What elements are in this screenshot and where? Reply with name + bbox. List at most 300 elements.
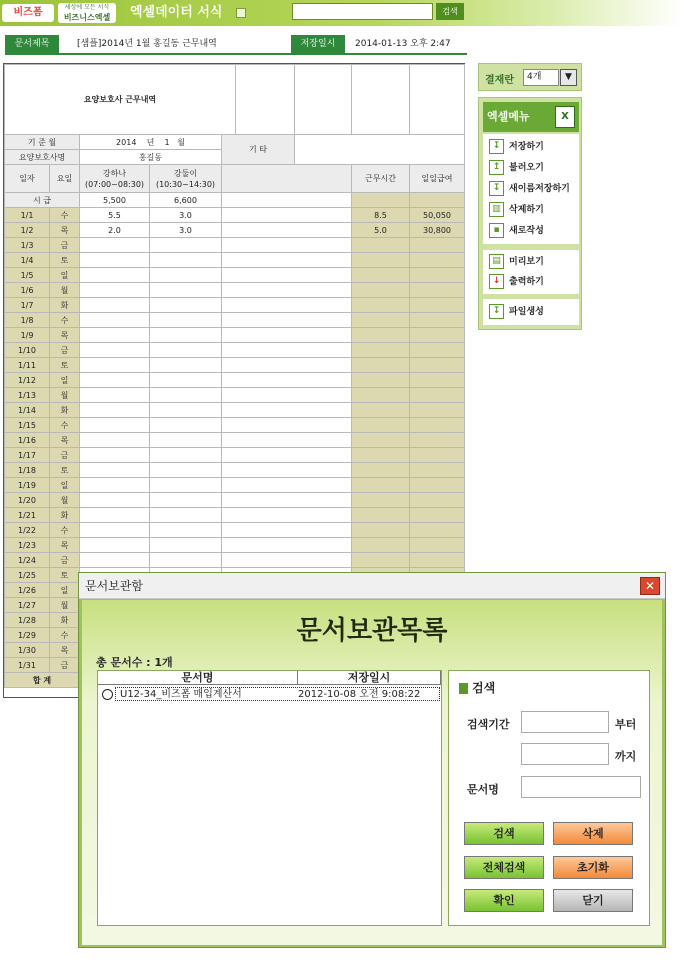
client2-hours-cell[interactable] <box>150 253 222 268</box>
day-cell: 1/26 <box>5 583 50 598</box>
client1-hours-cell[interactable] <box>80 523 150 538</box>
pay-cell: 30,800 <box>410 223 465 238</box>
search-bullet-icon <box>459 683 468 694</box>
menu-save-as-label: 새이름저장하기 <box>509 184 570 194</box>
hourly-rate-pay <box>410 193 465 208</box>
client2-hours-cell[interactable] <box>150 448 222 463</box>
weekday-cell: 수 <box>50 208 80 223</box>
client1-hours-cell[interactable] <box>80 403 150 418</box>
empty-cell[interactable] <box>222 508 352 523</box>
business-excel-logo[interactable] <box>58 3 116 23</box>
pay-cell <box>410 448 465 463</box>
day-cell: 1/20 <box>5 493 50 508</box>
empty-cell[interactable] <box>222 268 352 283</box>
empty-cell[interactable] <box>222 343 352 358</box>
client1-hours-cell[interactable] <box>80 508 150 523</box>
approval-cell[interactable] <box>410 65 465 135</box>
weekday-cell: 일 <box>50 373 80 388</box>
day-cell: 1/30 <box>5 643 50 658</box>
pay-cell <box>410 253 465 268</box>
hourly-rate-client2[interactable]: 6,600 <box>150 193 222 208</box>
hours-cell <box>352 343 410 358</box>
table-row <box>5 313 465 328</box>
document-list[interactable] <box>97 670 442 926</box>
client1-time: (07:00~08:30) <box>84 179 145 189</box>
table-row <box>5 253 465 268</box>
col-pay-header: 일일급여 <box>410 165 465 193</box>
saved-at-value: 2014-01-13 오후 2:47 <box>355 39 451 49</box>
client2-hours-cell[interactable] <box>150 358 222 373</box>
pay-cell <box>410 478 465 493</box>
day-cell: 1/5 <box>5 268 50 283</box>
hours-cell <box>352 238 410 253</box>
pay-cell <box>410 358 465 373</box>
day-cell: 1/21 <box>5 508 50 523</box>
pay-cell <box>410 298 465 313</box>
search-panel-title: 검색 <box>472 681 496 695</box>
ok-button[interactable]: 확인 <box>464 889 544 912</box>
logo-text: 비즈니스엑셀 <box>63 13 111 22</box>
app-title: 엑셀데이터 서식 <box>130 5 223 20</box>
weekday-cell: 화 <box>50 403 80 418</box>
empty-cell[interactable] <box>222 358 352 373</box>
excel-icon: X <box>555 106 575 128</box>
weekday-cell: 일 <box>50 268 80 283</box>
weekday-cell: 월 <box>50 388 80 403</box>
pay-cell <box>410 403 465 418</box>
client2-hours-cell[interactable] <box>150 238 222 253</box>
doc-name-input[interactable] <box>521 776 641 798</box>
preview-icon: ▤ <box>489 254 504 269</box>
bizforms-logo[interactable]: 비즈폼 <box>2 4 54 22</box>
approval-panel <box>478 63 582 91</box>
day-cell: 1/13 <box>5 388 50 403</box>
pay-cell: 50,050 <box>410 208 465 223</box>
menu-create-file[interactable] <box>489 303 544 321</box>
save-icon: ↧ <box>489 139 504 154</box>
hours-cell: 8.5 <box>352 208 410 223</box>
table-row <box>5 208 465 223</box>
empty-cell[interactable] <box>222 553 352 568</box>
empty-cell[interactable] <box>222 463 352 478</box>
day-cell: 1/1 <box>5 208 50 223</box>
day-cell: 1/15 <box>5 418 50 433</box>
weekday-cell: 목 <box>50 223 80 238</box>
client2-hours-cell[interactable] <box>150 553 222 568</box>
client1-hours-cell[interactable] <box>80 433 150 448</box>
client2-hours-cell[interactable] <box>150 523 222 538</box>
empty-header <box>222 165 352 193</box>
empty-cell[interactable] <box>222 208 352 223</box>
doc-name-label: 문서명 <box>467 783 499 796</box>
hours-cell <box>352 253 410 268</box>
table-row <box>5 343 465 358</box>
approval-select[interactable]: 4개 <box>523 69 559 86</box>
table-row <box>5 238 465 253</box>
approval-label: 결재란 <box>485 75 514 86</box>
pay-cell <box>410 433 465 448</box>
empty-cell[interactable] <box>222 448 352 463</box>
table-row <box>5 493 465 508</box>
hours-cell <box>352 358 410 373</box>
basis-month: 1 <box>164 137 170 147</box>
menu-open[interactable] <box>489 159 544 177</box>
weekday-cell: 금 <box>50 238 80 253</box>
weekday-cell: 금 <box>50 658 80 673</box>
hours-cell <box>352 268 410 283</box>
client2-hours-cell[interactable] <box>150 283 222 298</box>
menu-create-file-label: 파일생성 <box>509 307 544 317</box>
hours-cell <box>352 433 410 448</box>
client2-hours-cell[interactable] <box>150 268 222 283</box>
client2-hours-cell[interactable] <box>150 463 222 478</box>
period-from-input[interactable] <box>521 711 609 733</box>
table-row <box>5 538 465 553</box>
table-row <box>5 508 465 523</box>
empty-cell[interactable] <box>222 253 352 268</box>
menu-group-export <box>483 299 579 325</box>
list-item-date: 2012-10-08 오전 9:08:22 <box>298 689 421 700</box>
from-suffix: 부터 <box>615 718 637 731</box>
pay-cell <box>410 313 465 328</box>
empty-cell[interactable] <box>222 238 352 253</box>
table-row <box>5 328 465 343</box>
weekday-cell: 토 <box>50 253 80 268</box>
period-label: 검색기간 <box>467 718 510 731</box>
search-panel <box>448 670 650 926</box>
client1-hours-cell[interactable] <box>80 238 150 253</box>
table-row <box>5 373 465 388</box>
document-archive-dialog <box>78 572 666 948</box>
table-row <box>5 553 465 568</box>
client1-hours-cell[interactable] <box>80 373 150 388</box>
hours-cell <box>352 553 410 568</box>
menu-open-label: 불러오기 <box>509 163 544 173</box>
hours-cell <box>352 418 410 433</box>
list-col-date[interactable]: 저장일시 <box>298 671 441 685</box>
save-as-icon: ↧ <box>489 181 504 196</box>
doc-title-value: [샘플]2014년 1월 홍길동 근무내역 <box>77 39 217 49</box>
empty-cell[interactable] <box>222 313 352 328</box>
client2-hours-cell[interactable] <box>150 493 222 508</box>
close-button[interactable]: 닫기 <box>553 889 633 912</box>
empty-cell[interactable] <box>222 493 352 508</box>
client2-hours-cell[interactable] <box>150 538 222 553</box>
client1-hours-cell[interactable] <box>80 388 150 403</box>
client2-hours-cell[interactable] <box>150 298 222 313</box>
table-row <box>5 223 465 238</box>
empty-cell[interactable] <box>222 403 352 418</box>
to-suffix: 까지 <box>615 750 637 763</box>
excel-menu-header <box>483 102 579 132</box>
hours-cell <box>352 298 410 313</box>
client1-hours-cell[interactable] <box>80 478 150 493</box>
client1-hours-cell[interactable] <box>80 268 150 283</box>
dialog-heading: 문서보관목록 <box>296 616 448 646</box>
client2-hours-cell[interactable] <box>150 403 222 418</box>
empty-cell[interactable] <box>222 418 352 433</box>
table-row <box>5 523 465 538</box>
reset-button[interactable]: 초기화 <box>553 856 633 879</box>
weekday-cell: 금 <box>50 343 80 358</box>
list-item[interactable] <box>115 687 440 701</box>
sheet-title: 요양보호사 근무내역 <box>5 65 236 135</box>
trash-icon: ▥ <box>489 202 504 217</box>
client2-hours-cell[interactable] <box>150 418 222 433</box>
hourly-rate-label: 시 급 <box>5 193 80 208</box>
table-row <box>5 418 465 433</box>
client2-hours-cell[interactable] <box>150 388 222 403</box>
hourly-rate-empty[interactable] <box>222 193 352 208</box>
weekday-cell: 금 <box>50 448 80 463</box>
weekday-cell: 토 <box>50 358 80 373</box>
client1-hours-cell[interactable] <box>80 283 150 298</box>
menu-preview-label: 미리보기 <box>509 257 544 267</box>
day-cell: 1/7 <box>5 298 50 313</box>
client2-hours-cell[interactable] <box>150 373 222 388</box>
client1-hours-cell[interactable] <box>80 553 150 568</box>
col-day-header: 일자 <box>5 165 50 193</box>
total-label: 합 계 <box>5 673 80 688</box>
new-document-icon: ▪ <box>489 223 504 238</box>
day-cell: 1/6 <box>5 283 50 298</box>
delete-button[interactable]: 삭제 <box>553 822 633 845</box>
day-cell: 1/8 <box>5 313 50 328</box>
worker-label: 요양보호사명 <box>5 150 80 165</box>
empty-cell[interactable] <box>222 298 352 313</box>
day-cell: 1/27 <box>5 598 50 613</box>
table-row <box>5 298 465 313</box>
weekday-cell: 목 <box>50 433 80 448</box>
search-all-button[interactable]: 전체검색 <box>464 856 544 879</box>
client2-hours-cell[interactable]: 3.0 <box>150 223 222 238</box>
empty-cell[interactable] <box>222 538 352 553</box>
client2-hours-cell[interactable] <box>150 343 222 358</box>
day-cell: 1/24 <box>5 553 50 568</box>
weekday-cell: 월 <box>50 283 80 298</box>
menu-save-as[interactable] <box>489 180 570 198</box>
menu-print-label: 출력하기 <box>509 277 544 287</box>
hours-cell <box>352 493 410 508</box>
client1-hours-cell[interactable] <box>80 253 150 268</box>
hourly-rate-client1[interactable]: 5,500 <box>80 193 150 208</box>
menu-delete-label: 삭제하기 <box>509 205 544 215</box>
weekday-cell: 수 <box>50 523 80 538</box>
table-row <box>5 358 465 373</box>
hours-cell <box>352 388 410 403</box>
pay-cell <box>410 463 465 478</box>
day-cell: 1/19 <box>5 478 50 493</box>
create-file-icon: ↧ <box>489 304 504 319</box>
hours-cell <box>352 328 410 343</box>
pay-cell <box>410 268 465 283</box>
client2-hours-cell[interactable] <box>150 313 222 328</box>
approval-cell[interactable] <box>352 65 410 135</box>
day-cell: 1/11 <box>5 358 50 373</box>
day-cell: 1/10 <box>5 343 50 358</box>
hours-cell <box>352 508 410 523</box>
pay-cell <box>410 553 465 568</box>
col-hours-header: 근무시간 <box>352 165 410 193</box>
menu-preview[interactable] <box>489 253 544 271</box>
menu-group-file <box>483 134 579 244</box>
pay-cell <box>410 283 465 298</box>
pay-cell <box>410 328 465 343</box>
day-cell: 1/14 <box>5 403 50 418</box>
saved-at-label: 저장일시 <box>291 35 345 53</box>
weekday-cell: 수 <box>50 418 80 433</box>
day-cell: 1/25 <box>5 568 50 583</box>
search-panel-header <box>459 679 495 696</box>
weekday-cell: 목 <box>50 643 80 658</box>
excel-menu-panel <box>478 97 582 330</box>
top-search-button[interactable]: 검색 <box>436 3 464 20</box>
top-search-input[interactable] <box>292 3 433 20</box>
pay-cell <box>410 418 465 433</box>
menu-print[interactable] <box>489 273 544 291</box>
col-weekday-header: 요일 <box>50 165 80 193</box>
weekday-cell: 일 <box>50 583 80 598</box>
menu-save[interactable] <box>489 138 544 156</box>
client2-time: (10:30~14:30) <box>155 179 216 189</box>
client1-hours-cell[interactable] <box>80 463 150 478</box>
pay-cell <box>410 508 465 523</box>
list-col-name[interactable]: 문서명 <box>98 671 298 685</box>
client2-name: 강둘이 <box>173 168 198 178</box>
hours-cell <box>352 478 410 493</box>
document-count: 총 문서수 : 1개 <box>96 656 173 669</box>
table-row <box>5 463 465 478</box>
empty-cell[interactable] <box>222 373 352 388</box>
weekday-cell: 금 <box>50 553 80 568</box>
basis-year: 2014 <box>116 137 137 147</box>
empty-cell[interactable] <box>222 523 352 538</box>
empty-cell[interactable] <box>222 328 352 343</box>
empty-cell[interactable] <box>222 283 352 298</box>
document-info-bar <box>5 33 467 55</box>
logo-slogan: 세상에 모든 서식 <box>64 4 110 11</box>
approval-cell[interactable] <box>236 65 295 135</box>
table-row <box>5 448 465 463</box>
client2-hours-cell[interactable]: 3.0 <box>150 208 222 223</box>
dialog-body <box>82 600 662 945</box>
day-cell: 1/28 <box>5 613 50 628</box>
empty-cell[interactable] <box>222 478 352 493</box>
search-button[interactable]: 검색 <box>464 822 544 845</box>
menu-delete[interactable] <box>489 201 544 219</box>
client1-hours-cell[interactable] <box>80 358 150 373</box>
menu-save-label: 저장하기 <box>509 142 544 152</box>
close-icon[interactable]: ✕ <box>640 577 660 595</box>
other-label: 기 타 <box>222 135 295 165</box>
client1-hours-cell[interactable]: 5.5 <box>80 208 150 223</box>
client1-hours-cell[interactable] <box>80 328 150 343</box>
day-cell: 1/4 <box>5 253 50 268</box>
pay-cell <box>410 388 465 403</box>
table-row <box>5 433 465 448</box>
empty-cell[interactable] <box>222 433 352 448</box>
pay-cell <box>410 343 465 358</box>
print-icon: ↓ <box>489 274 504 289</box>
hours-cell <box>352 403 410 418</box>
client2-hours-cell[interactable] <box>150 433 222 448</box>
approval-cell[interactable] <box>295 65 352 135</box>
pay-cell <box>410 493 465 508</box>
other-value[interactable] <box>295 135 465 165</box>
excel-menu-title: 엑셀메뉴 <box>487 110 530 123</box>
dropdown-arrow-icon[interactable]: ▼ <box>560 69 577 86</box>
table-row <box>5 478 465 493</box>
day-cell: 1/22 <box>5 523 50 538</box>
pay-cell <box>410 538 465 553</box>
client2-hours-cell[interactable] <box>150 508 222 523</box>
basis-month-label: 기 준 월 <box>5 135 80 150</box>
hours-cell <box>352 538 410 553</box>
menu-new-label: 새로작성 <box>509 226 544 236</box>
dialog-titlebar[interactable] <box>79 573 665 599</box>
pay-cell <box>410 373 465 388</box>
worker-name[interactable]: 홍길동 <box>80 150 222 165</box>
client1-hours-cell[interactable]: 2.0 <box>80 223 150 238</box>
row-radio[interactable] <box>102 689 113 700</box>
open-icon: ↥ <box>489 160 504 175</box>
weekday-cell: 월 <box>50 493 80 508</box>
hours-cell <box>352 448 410 463</box>
client2-hours-cell[interactable] <box>150 328 222 343</box>
dialog-title: 문서보관함 <box>85 579 143 593</box>
day-cell: 1/23 <box>5 538 50 553</box>
hourly-rate-hours <box>352 193 410 208</box>
day-cell: 1/17 <box>5 448 50 463</box>
client1-hours-cell[interactable] <box>80 298 150 313</box>
day-cell: 1/29 <box>5 628 50 643</box>
day-cell: 1/18 <box>5 463 50 478</box>
memo-icon <box>236 8 246 18</box>
period-to-input[interactable] <box>521 743 609 765</box>
empty-cell[interactable] <box>222 388 352 403</box>
client1-name: 강하나 <box>102 168 127 178</box>
client1-header <box>80 165 150 193</box>
menu-new[interactable] <box>489 222 544 240</box>
weekday-cell: 화 <box>50 508 80 523</box>
month-unit: 월 <box>177 137 185 147</box>
client1-hours-cell[interactable] <box>80 538 150 553</box>
pay-cell <box>410 238 465 253</box>
empty-cell[interactable] <box>222 223 352 238</box>
basis-month-value[interactable] <box>80 135 222 150</box>
weekday-cell: 일 <box>50 478 80 493</box>
client1-hours-cell[interactable] <box>80 418 150 433</box>
table-row <box>5 403 465 418</box>
client2-hours-cell[interactable] <box>150 478 222 493</box>
weekday-cell: 월 <box>50 598 80 613</box>
day-cell: 1/12 <box>5 373 50 388</box>
day-cell: 1/31 <box>5 658 50 673</box>
weekday-cell: 토 <box>50 463 80 478</box>
day-cell: 1/16 <box>5 433 50 448</box>
client1-hours-cell[interactable] <box>80 493 150 508</box>
table-row <box>5 388 465 403</box>
hours-cell: 5.0 <box>352 223 410 238</box>
day-cell: 1/2 <box>5 223 50 238</box>
pay-cell <box>410 523 465 538</box>
doc-title-label: 문서제목 <box>5 35 59 53</box>
client1-hours-cell[interactable] <box>80 343 150 358</box>
client1-hours-cell[interactable] <box>80 313 150 328</box>
menu-group-print <box>483 250 579 294</box>
list-item-name: U12-34_비즈폼 매입계산서 <box>120 689 242 700</box>
client1-hours-cell[interactable] <box>80 448 150 463</box>
